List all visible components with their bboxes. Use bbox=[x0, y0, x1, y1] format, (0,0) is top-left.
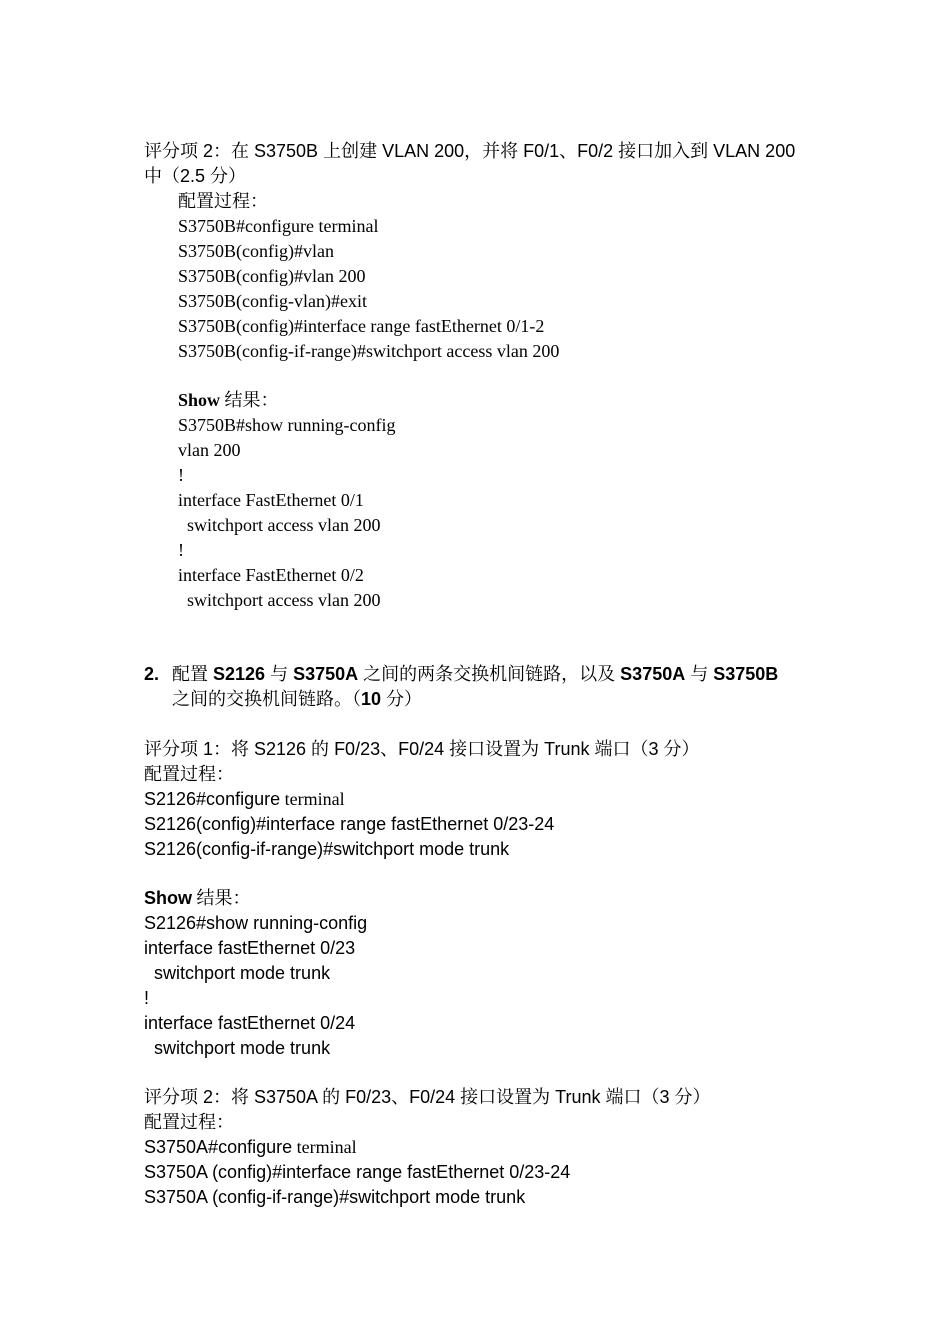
config-command: S2126#configure terminal bbox=[144, 789, 345, 809]
config-command: S3750A (config)#interface range fastEthernet 0/23-24 bbox=[144, 1162, 571, 1182]
output-line: ! bbox=[178, 465, 184, 485]
process-label: 配置过程： bbox=[144, 764, 234, 784]
config-command: S3750B(config)#interface range fastEthernet 0/1-2 bbox=[178, 316, 545, 336]
process-label: 配置过程： bbox=[144, 1112, 234, 1132]
show-result-label: Show 结果： bbox=[178, 390, 279, 410]
config-command: S3750B(config)#vlan 200 bbox=[178, 266, 366, 286]
output-line: switchport mode trunk bbox=[144, 1038, 331, 1058]
output-line: switchport access vlan 200 bbox=[178, 590, 381, 610]
show-result-label: Show 结果： bbox=[144, 888, 251, 908]
output-line: interface fastEthernet 0/23 bbox=[144, 938, 356, 958]
item-heading: 评分项 2：将 S3750A 的 F0/23、F0/24 接口设置为 Trunk 端口（3 分） bbox=[144, 1087, 711, 1107]
output-line: interface fastEthernet 0/24 bbox=[144, 1013, 356, 1033]
config-command: S2126(config-if-range)#switchport mode trunk bbox=[144, 839, 510, 859]
output-line: ! bbox=[178, 540, 184, 560]
item-heading: 评分项 2：在 S3750B 上创建 VLAN 200，并将 F0/1、F0/2 接口加入到 VLAN 200 bbox=[144, 141, 796, 161]
output-line: vlan 200 bbox=[178, 440, 241, 460]
process-label: 配置过程： bbox=[178, 191, 268, 211]
config-command: S3750B#configure terminal bbox=[178, 216, 379, 236]
item-heading: 评分项 1：将 S2126 的 F0/23、F0/24 接口设置为 Trunk 端口（3 分） bbox=[144, 739, 700, 759]
config-command: S3750B(config-if-range)#switchport access vlan 200 bbox=[178, 341, 560, 361]
config-command: S3750B(config)#vlan bbox=[178, 241, 334, 261]
output-line: switchport access vlan 200 bbox=[178, 515, 381, 535]
config-command: S3750A (config-if-range)#switchport mode trunk bbox=[144, 1187, 526, 1207]
section-heading: 配置 S2126 与 S3750A 之间的两条交换机间链路，以及 S3750A 与 S3750B bbox=[172, 664, 779, 684]
section-heading-cont: 之间的交换机间链路。（10 分） bbox=[172, 689, 423, 709]
section-number: 2. bbox=[144, 664, 160, 684]
config-command: S2126(config)#interface range fastEthernet 0/23-24 bbox=[144, 814, 555, 834]
output-line: ! bbox=[144, 988, 150, 1008]
output-line: switchport mode trunk bbox=[144, 963, 331, 983]
output-line: S3750B#show running-config bbox=[178, 415, 396, 435]
output-line: S2126#show running-config bbox=[144, 913, 368, 933]
config-command: S3750B(config-vlan)#exit bbox=[178, 291, 367, 311]
item-heading-cont: 中（2.5 分） bbox=[144, 166, 247, 186]
config-command: S3750A#configure terminal bbox=[144, 1137, 357, 1157]
output-line: interface FastEthernet 0/1 bbox=[178, 490, 364, 510]
output-line: interface FastEthernet 0/2 bbox=[178, 565, 364, 585]
